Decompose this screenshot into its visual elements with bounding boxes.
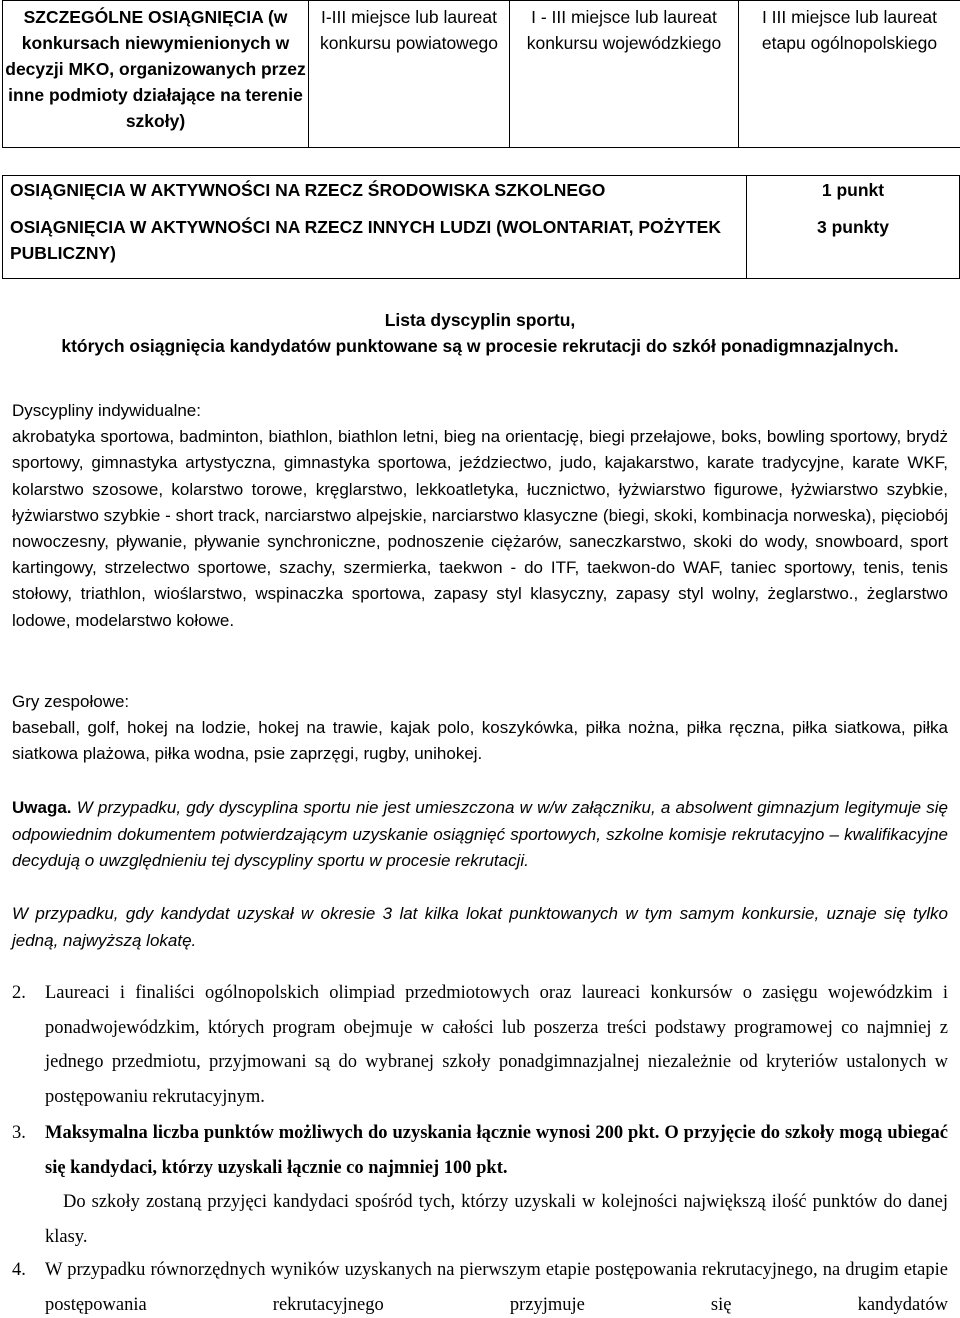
list-item-number: 3. [12, 1123, 26, 1143]
individual-disciplines-section [12, 398, 948, 634]
note-paragraph [12, 795, 948, 875]
list-item-text: Laureaci i finaliści ogólnopolskich olimpiad przedmiotowych oraz laureaci konkursów o zasięgu wojewódzkim i ponadwojewódzkim, których program obejmuje w całości lub poszerza treści podstawy programowej co najmniej z jednego przedmiotu, przyjmowani są do wybranej szkoły ponadgimnazjalnej niezależnie od kryteriów ustalonych w postępowaniu rekrutacyjnym. [45, 983, 948, 1107]
school-activity-points: 1 punkt [821, 180, 885, 200]
individual-disciplines-label: Dyscypliny indywidualne: [12, 401, 201, 420]
note-paragraph-2: W przypadku, gdy kandydat uzyskał w okresie 3 lat kilka lokat punktowanych w tym samym konkursie, uznaje się tylko jedną, najwyższą lokatę. [12, 904, 948, 950]
national-level-header: I III miejsce lub laureat etapu ogólnopolskiego [739, 1, 960, 148]
activity-points-cell [747, 176, 960, 279]
special-achievements-header: SZCZEGÓLNE OSIĄGNIĘCIA (w konkursach niewymienionych w decyzji MKO, organizowanych przez inne podmioty działające na terenie szkoły) [3, 1, 309, 148]
volunteering-label: OSIĄGNIĘCIA W AKTYWNOŚCI NA RZECZ INNYCH LUDZI (WOLONTARIAT, POŻYTEK PUBLICZNY) [10, 217, 721, 263]
individual-disciplines-list: akrobatyka sportowa, badminton, biathlon, biathlon letni, bieg na orientację, biegi przełajowe, boks, bowling sportowy, brydż sportowy, gimnastyka artystyczna, gimnastyka sportowa, jeździectwo, judo, kajakarstwo, karate tradycyjne, karate WKF, kolarstwo szosowe, kolarstwo torowe, kręglarstwo, lekkoatletyka, łucznictwo, łyżwiarstwo figurowe, łyżwiarstwo szybkie, łyżwiarstwo szybkie - short track, narciarstwo alpejskie, narciarstwo klasyczne (biegi, skoki, kombinacja norweska), pięciobój nowoczesny, pływanie, pływanie synchroniczne, podnoszenie ciężarów, saneczkarstwo, skoki do wody, snowboard, sport kartingowy, strzelectwo sportowe, szachy, szermierka, taekwon - do ITF, taekwon-do WAF, taniec sportowy, tenis, tenis stołowy, triathlon, wioślarstwo, wspinaczka sportowa, zapasy styl klasyczny, zapasy styl wolny, żeglarstwo., żeglarstwo lodowe, modelarstwo kołowe. [12, 427, 948, 630]
activity-points-table [2, 175, 960, 279]
list-item-4 [12, 1253, 948, 1318]
achievements-table [2, 0, 960, 148]
list-item-text: Do szkoły zostaną przyjęci kandydaci spośród tych, którzy uzyskali w kolejności największą ilość punktów do danej klasy. [45, 1192, 948, 1247]
team-games-list: baseball, golf, hokej na lodzie, hokej na trawie, kajak polo, koszykówka, piłka nożna, piłka ręczna, piłka siatkowa, piłka siatkowa plażowa, piłka wodna, psie zaprzęgi, rugby, unihokej. [12, 718, 948, 764]
list-item-3 [12, 1116, 948, 1254]
list-item-number: 4. [12, 1260, 26, 1280]
volunteering-points: 3 punkty [817, 217, 889, 237]
list-item-text: W przypadku równorzędnych wyników uzyskanych na pierwszym etapie postępowania rekrutacyjnego, na drugim etapie postępowania rekrutacyjnego przyjmuje się kandydatów [45, 1260, 948, 1315]
voivodeship-level-header: I - III miejsce lub laureat konkursu wojewódzkiego [510, 1, 739, 148]
sports-list-title: Lista dyscyplin sportu, [384, 310, 576, 330]
district-level-header: I-III miejsce lub laureat konkursu powiatowego [309, 1, 510, 148]
school-activity-label: OSIĄGNIĘCIA W AKTYWNOŚCI NA RZECZ ŚRODOWISKA SZKOLNEGO [10, 180, 606, 200]
team-games-label: Gry zespołowe: [12, 692, 130, 711]
list-item-bold-text: Maksymalna liczba punktów możliwych do uzyskania łącznie wynosi 200 pkt. O przyjęcie do szkoły mogą ubiegać się kandydaci, którzy uzyskali łącznie co najmniej 100 pkt. [45, 1123, 948, 1178]
list-item-number: 2. [12, 983, 26, 1003]
list-item-2 [12, 976, 948, 1114]
sports-list-subtitle: których osiągnięcia kandydatów punktowane są w procesie rekrutacji do szkół ponadigmnazjalnych. [61, 336, 899, 356]
activity-labels-cell [3, 176, 747, 279]
note-text: W przypadku, gdy dyscyplina sportu nie jest umieszczona w w/w załączniku, a absolwent gimnazjum legitymuje się odpowiednim dokumentem potwierdzającym uzyskanie osiągnięć sportowych, szkolne komisje rekrutacyjno – kwalifikacyjne decydują o uwzględnieniu tej dyscypliny sportu w procesie rekrutacji. [12, 798, 948, 870]
team-games-section [12, 689, 948, 768]
note-label: Uwaga. [12, 798, 72, 817]
